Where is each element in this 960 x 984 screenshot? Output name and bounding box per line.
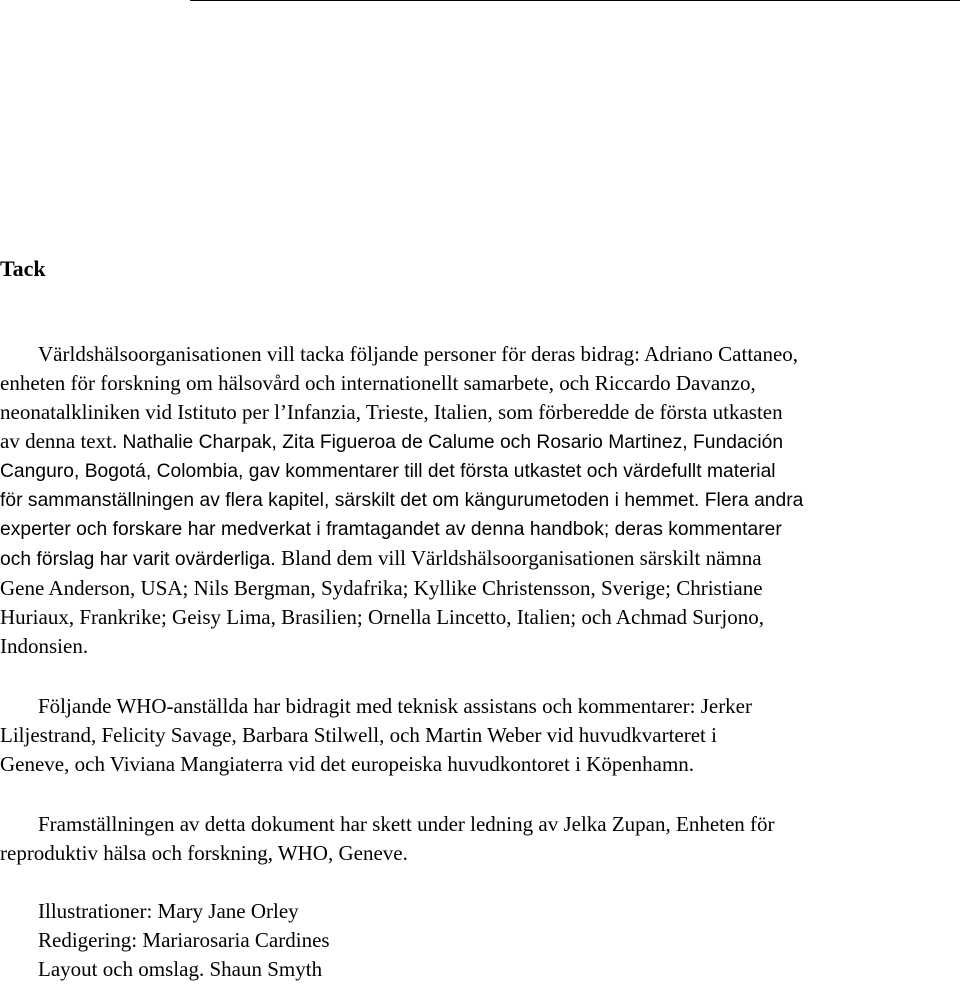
credit-editing: Redigering: Mariarosaria Cardines: [38, 928, 330, 952]
text-line: enheten för forskning om hälsovård och internationellt samarbete, och Riccardo Davanzo,: [0, 371, 756, 395]
text-line: Indonsien.: [0, 634, 89, 658]
text-line: Canguro, Bogotá, Colombia, gav kommentarer till det första utkastet och värdefullt material: [0, 461, 776, 482]
text-segment: och förslag har varit ovärderliga.: [0, 549, 282, 570]
text-segment: Nathalie Charpak, Zita Figueroa de Calume och Rosario Martinez, Fundación: [122, 432, 784, 453]
text-segment: Bland dem vill Världshälsoorganisationen särskilt nämna: [281, 546, 762, 570]
credit-layout: Layout och omslag. Shaun Smyth: [38, 957, 323, 981]
text-line: [0, 544, 960, 574]
text-line: experter och forskare har medverkat i framtagandet av denna handbok; deras kommentarer: [0, 519, 782, 540]
text-segment: för sammanställningen av flera kapitel, särskilt det om kängurumetoden i hemmet.: [0, 490, 705, 511]
credits-block: [0, 897, 960, 984]
text-line: [0, 427, 960, 457]
text-line: neonatalkliniken vid Istituto per l’Infanzia, Trieste, Italien, som förberedde de första utkasten: [0, 400, 783, 424]
text-line: Geneve, och Viviana Mangiaterra vid det europeiska huvudkontoret i Köpenhamn.: [0, 752, 695, 776]
text-line: [0, 486, 960, 515]
text-line: Liljestrand, Felicity Savage, Barbara Stilwell, och Martin Weber vid huvudkvarteret i: [0, 723, 717, 747]
text-line: reproduktiv hälsa och forskning, WHO, Geneve.: [0, 841, 408, 865]
top-rule: [190, 0, 960, 1]
acknowledgement-paragraph-1: [0, 340, 960, 661]
text-line: Gene Anderson, USA; Nils Bergman, Sydafrika; Kyllike Christensson, Sverige; Christiane: [0, 576, 763, 600]
acknowledgement-paragraph-3: [0, 810, 960, 868]
text-line: Framställningen av detta dokument har skett under ledning av Jelka Zupan, Enheten för: [38, 812, 775, 836]
text-segment: Flera andra: [704, 490, 804, 511]
text-line: Huriaux, Frankrike; Geisy Lima, Brasilien; Ornella Lincetto, Italien; och Achmad Surjono,: [0, 605, 764, 629]
acknowledgement-paragraph-2: [0, 692, 960, 779]
page-heading: Tack: [0, 256, 46, 281]
text-line: Följande WHO-anställda har bidragit med teknisk assistans och kommentarer: Jerker: [38, 694, 752, 718]
text-line: Världshälsoorganisationen vill tacka följande personer för deras bidrag: Adriano Cattaneo,: [38, 342, 799, 366]
text-segment: av denna text.: [0, 429, 123, 453]
credit-illustrations: Illustrationer: Mary Jane Orley: [38, 899, 299, 923]
